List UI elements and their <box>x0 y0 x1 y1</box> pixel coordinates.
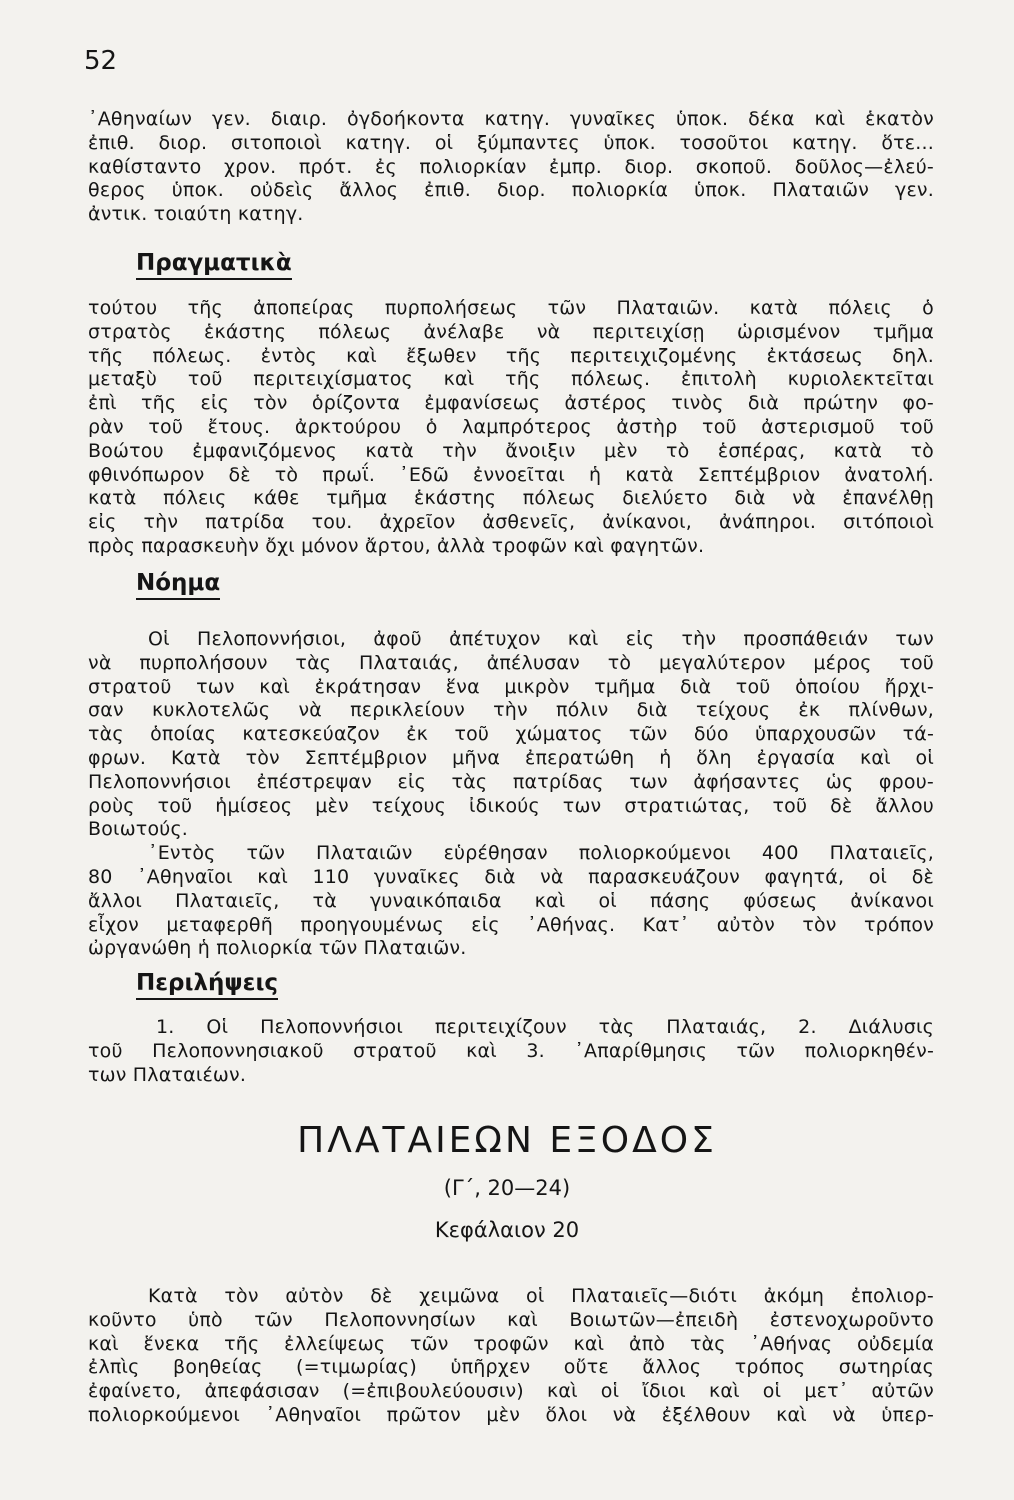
text-line: Πελοποννήσιοι ἐπέστρεψαν εἰς τὰς πατρίδας των ἀφήσαντες ὡς φρου- <box>88 770 934 793</box>
chapter-title: ΠΛΑΤΑΙΕΩΝ ΕΞΟΔΟΣ <box>297 1120 717 1161</box>
text-line: ἐφαίνετο, ἀπεφάσισαν (=ἐπιβουλεύουσιν) καὶ οἱ ἴδιοι καὶ οἱ μετ᾿ αὐτῶν <box>88 1380 934 1403</box>
text-line: κοῦντο ὑπὸ τῶν Πελοποννησίων καὶ Βοιωτῶν—ἐπειδὴ ἐστενοχωροῦντο <box>88 1308 934 1331</box>
chapter-number: Κεφάλαιον 20 <box>434 1218 580 1242</box>
text-line: ᾿Εντὸς τῶν Πλαταιῶν εὑρέθησαν πολιορκούμενοι 400 Πλαταιεῖς, <box>148 842 934 865</box>
text-line: ροὺς τοῦ ἡμίσεος μὲν τείχους ἰδικούς των στρατιώτας, τοῦ δὲ ἄλλου <box>88 794 934 817</box>
text-line: κατὰ πόλεις κάθε τμῆμα ἑκάστης πόλεως διελύετο διὰ νὰ ἐπανέλθῃ <box>88 487 934 510</box>
heading-noima: Νόημα <box>136 570 220 600</box>
text-line: ἐπιθ. διορ. σιτοποιοὶ κατηγ. οἱ ξύμπαντες ὑποκ. τοσοῦτοι κατηγ. ὅτε... <box>88 131 934 154</box>
chapter-subtitle: (Γ΄, 20—24) <box>443 1176 571 1200</box>
text-line: καὶ ἕνεκα τῆς ἐλλείψεως τῶν τροφῶν καὶ ἀπὸ τὰς ᾿Αθήνας οὐδεμία <box>88 1332 934 1355</box>
text-line: ἄλλοι Πλαταιεῖς, τὰ γυναικόπαιδα καὶ οἱ πάσης φύσεως ἀνίκανοι <box>88 889 934 912</box>
section-noima <box>88 628 934 961</box>
text-line: στρατοῦ των καὶ ἐκράτησαν ἕνα μικρὸν τμῆμα διὰ τοῦ ὁποίου ἤρχι- <box>88 675 934 698</box>
text-line: Κατὰ τὸν αὐτὸν δὲ χειμῶνα οἱ Πλαταιεῖς—διότι ἀκόμη ἐπολιορ- <box>148 1285 934 1307</box>
text-line: ἐλπὶς βοηθείας (=τιμωρίας) ὑπῆρχεν οὔτε ἄλλος τρόπος σωτηρίας <box>88 1356 934 1379</box>
text-line: μεταξὺ τοῦ περιτειχίσματος καὶ τῆς πόλεως. ἐπιτολὴ κυριολεκτεῖται <box>88 368 934 391</box>
text-line: ᾿Αθηναίων γεν. διαιρ. ὀγδοήκοντα κατηγ. γυναῖκες ὑποκ. δέκα καὶ ἑκατὸν <box>88 108 934 130</box>
text-line: τὰς ὁποίας κατεσκεύαζον ἐκ τοῦ χώματος τῶν δύο ὑπαρχουσῶν τά- <box>88 723 934 746</box>
chapter-text <box>88 1285 934 1428</box>
text-line: των Πλαταιέων. <box>88 1063 247 1086</box>
text-line: Βοώτου ἐμφανιζόμενος κατὰ τὴν ἄνοιξιν μὲν τὸ ἑσπέρας, κατὰ τὸ <box>88 439 934 462</box>
text-line: πρὸς παρασκευὴν ὄχι μόνον ἄρτου, ἀλλὰ τροφῶν καὶ φαγητῶν. <box>88 534 705 557</box>
section-perilipseis <box>88 1016 934 1087</box>
text-line: τοῦ Πελοποννησιακοῦ στρατοῦ καὶ 3. ᾿Απαρίθμησις τῶν πολιορκηθέν- <box>88 1039 934 1062</box>
text-line: εἰς τὴν πατρίδα του. ἀχρεῖον ἀσθενεῖς, ἀνίκανοι, ἀνάπηροι. σιτόποιοὶ <box>88 511 934 534</box>
text-line: εἶχον μεταφερθῆ προηγουμένως εἰς ᾿Αθήνας. Κατ᾿ αὐτὸν τὸν τρόπον <box>88 913 934 936</box>
intro-vocabulary <box>88 108 934 227</box>
text-line: 80 ᾿Αθηναῖοι καὶ 110 γυναῖκες διὰ νὰ παρασκευάζουν φαγητά, οἱ δὲ <box>88 865 934 888</box>
text-line: σαν κυκλοτελῶς νὰ περικλείουν τὴν πόλιν διὰ τείχους ἐκ πλίνθων, <box>88 699 934 722</box>
heading-perilipseis: Περιλήψεις <box>136 970 278 1000</box>
text-line: Οἱ Πελοποννήσιοι, ἀφοῦ ἀπέτυχον καὶ εἰς τὴν προσπάθειάν των <box>148 628 934 650</box>
text-line: πολιορκούμενοι ᾿Αθηναῖοι πρῶτον μὲν ὅλοι νὰ ἐξέλθουν καὶ νὰ ὑπερ- <box>88 1403 934 1426</box>
text-line: 1. Οἱ Πελοποννήσιοι περιτειχίζουν τὰς Πλαταιάς, 2. Διάλυσις <box>156 1016 934 1038</box>
text-line: στρατὸς ἑκάστης πόλεως ἀνέλαβε νὰ περιτειχίσῃ ὡρισμένον τμῆμα <box>88 320 934 343</box>
text-line: φρων. Κατὰ τὸν Σεπτέμβριον μῆνα ἐπερατώθη ἡ ὅλη ἐργασία καὶ οἱ <box>88 746 934 769</box>
text-line: τούτου τῆς ἀποπείρας πυρπολήσεως τῶν Πλαταιῶν. κατὰ πόλεις ὁ <box>88 297 934 319</box>
text-line: ὠργανώθη ἡ πολιορκία τῶν Πλαταιῶν. <box>88 937 467 960</box>
text-line: φθινόπωρον δὲ τὸ πρωΐ. ᾿Εδῶ ἐννοεῖται ἡ κατὰ Σεπτέμβριον ἀνατολή. <box>88 463 934 486</box>
text-line: καθίσταντο χρον. πρότ. ἐς πολιορκίαν ἐμπρ. διορ. σκοποῦ. δοῦλος—ἐλεύ- <box>88 155 934 178</box>
text-line: ἀντικ. τοιαύτη κατηγ. <box>88 203 304 226</box>
text-line: θερος ὑποκ. οὐδεὶς ἄλλος ἐπιθ. διορ. πολιορκία ὑποκ. Πλαταιῶν γεν. <box>88 179 934 202</box>
text-line: τῆς πόλεως. ἐντὸς καὶ ἔξωθεν τῆς περιτειχιζομένης ἐκτάσεως δηλ. <box>88 344 934 367</box>
text-line: ἐπὶ τῆς εἰς τὸν ὁρίζοντα ἐμφανίσεως ἀστέρος τινὸς διὰ πρώτην φο- <box>88 392 934 415</box>
text-line: ρὰν τοῦ ἔτους. ἀρκτούρου ὁ λαμπρότερος ἀστὴρ τοῦ ἀστερισμοῦ τοῦ <box>88 415 934 438</box>
heading-pragmatika: Πραγματικὰ <box>136 250 292 280</box>
text-line: Βοιωτούς. <box>88 818 189 841</box>
page-number: 52 <box>84 46 118 76</box>
section-pragmatika <box>88 297 934 559</box>
text-line: νὰ πυρπολήσουν τὰς Πλαταιάς, ἀπέλυσαν τὸ μεγαλύτερον μέρος τοῦ <box>88 651 934 674</box>
